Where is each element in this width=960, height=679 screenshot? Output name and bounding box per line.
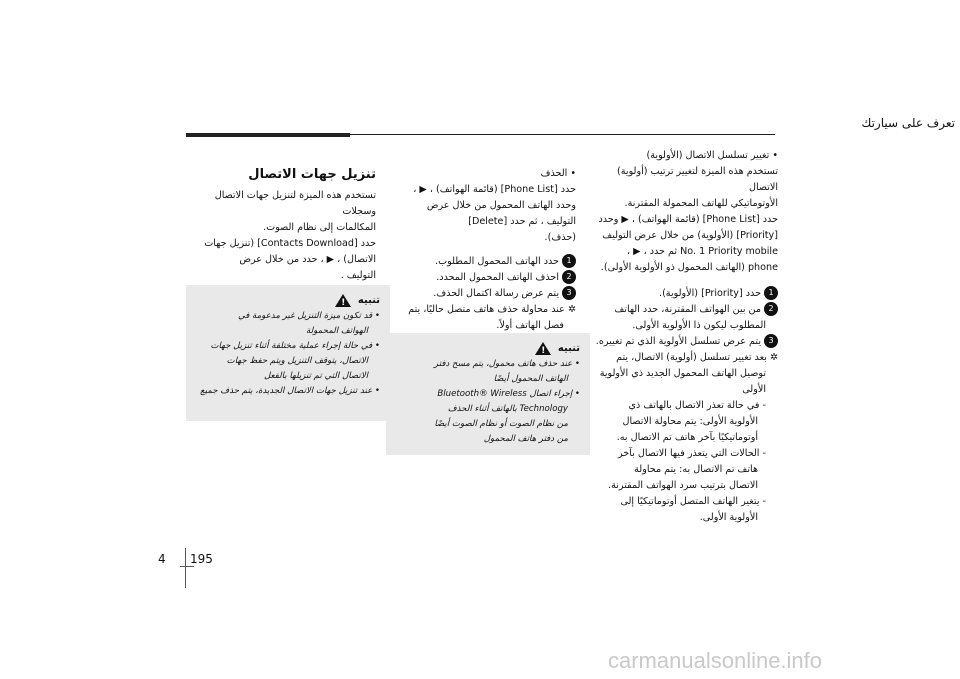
step-number: 1 bbox=[562, 254, 576, 268]
caution-title: تنبيه bbox=[557, 343, 580, 354]
caution-line: الاتصال، يتوقف التنزيل ويتم حفظ جهات bbox=[226, 356, 368, 366]
tip-star-icon: ✲ bbox=[567, 304, 576, 315]
caution-line: • عند تنزيل جهات الاتصال الجديدة، يتم حذف جميع bbox=[200, 386, 380, 396]
delete-line: (حذف). bbox=[544, 232, 576, 243]
contacts-line: الاتصال) ، ▶ ، حدد من خلال عرض bbox=[239, 254, 376, 265]
caution-line: من دفتر هاتف المحمول bbox=[483, 434, 568, 444]
warning-icon bbox=[335, 294, 351, 307]
subnote: الاتصال بترتيب سرد الهواتف المقترنة. bbox=[608, 480, 758, 491]
contacts-line: حدد [Contacts Download] (تنزيل جهات bbox=[204, 238, 376, 249]
subnote: الأولوية الأولى. bbox=[699, 512, 758, 523]
caution-line: الاتصال التي تم تنزيلها بالفعل bbox=[264, 371, 368, 381]
subnote: - في حالة تعذر الاتصال بالهاتف ذي bbox=[628, 400, 766, 411]
priority-tip: ✲ بعد تغيير تسلسل (أولوية) الاتصال، يتم bbox=[616, 352, 778, 363]
caution-line: Technology بالهاتف أثناء الحذف bbox=[447, 404, 568, 414]
header-rule-thick bbox=[186, 133, 350, 137]
chapter-number: 4 bbox=[158, 552, 166, 566]
middle-column bbox=[386, 166, 576, 334]
footer-divider bbox=[185, 548, 186, 588]
delete-line: وحدد الهاتف المحمول من خلال عرض bbox=[426, 200, 576, 211]
priority-step-cont: المطلوب ليكون ذا الأولوية الأولى. bbox=[632, 320, 766, 331]
contacts-line: المكالمات إلى نظام الصوت. bbox=[263, 222, 376, 233]
delete-line: حدد [Phone List] (قائمة الهواتف) ، ▶ ، bbox=[413, 184, 576, 195]
caution-line: الهاتف المحمول أيضًا bbox=[493, 374, 568, 384]
caution-line: الهواتف المحمولة bbox=[306, 326, 368, 336]
caution-line: من نظام الصوت أو نظام الصوت أيضًا bbox=[434, 419, 568, 429]
step-number: 3 bbox=[764, 334, 778, 348]
delete-step: 3يتم عرض رسالة اكتمال الحذف. bbox=[386, 286, 576, 302]
step-number: 3 bbox=[562, 286, 576, 300]
watermark: carmanualsonline.info bbox=[608, 648, 823, 673]
contacts-line: تستخدم هذه الميزة لتنزيل جهات الاتصال وسجلات bbox=[214, 190, 376, 217]
delete-line: التوليف ، ثم حدد [Delete] bbox=[468, 216, 576, 227]
subnote: أوتوماتيكيًا بآخر هاتف تم الاتصال به. bbox=[616, 432, 758, 443]
left-column bbox=[186, 166, 376, 284]
caution-line: • قد تكون ميزة التنزيل غير مدعومة في bbox=[238, 311, 380, 321]
footer-tick bbox=[180, 566, 194, 567]
delete-step: 1حدد الهاتف المحمول المطلوب. bbox=[386, 254, 576, 270]
priority-heading: • تغيير تسلسل الاتصال (الأولوية) bbox=[588, 148, 778, 164]
subnote: الأولوية الأولى: يتم محاولة الاتصال bbox=[622, 416, 758, 427]
step-number: 2 bbox=[764, 302, 778, 316]
subnote: هاتف تم الاتصال به: يتم محاولة bbox=[634, 464, 758, 475]
delete-tip-cont: فصل الهاتف أولاً. bbox=[496, 320, 564, 331]
priority-line: phone (الهاتف المحمول ذو الأولوية الأولى). bbox=[600, 262, 778, 273]
contacts-download-heading: تنزيل جهات الاتصال bbox=[248, 167, 376, 182]
priority-step: 1حدد [Priority] (الأولوية). bbox=[588, 286, 778, 302]
delete-tip: ✲ عند محاولة حذف هاتف متصل حاليًا، يتم bbox=[408, 304, 576, 315]
page-header-title: تعرف على سيارتك bbox=[861, 116, 955, 130]
priority-line: No. 1 Priority mobile ثم حدد ، ▶ ، bbox=[627, 246, 778, 257]
priority-line: [Priority] (الأولوية) من خلال عرض التوليف bbox=[602, 230, 778, 241]
tip-star-icon: ✲ bbox=[769, 352, 778, 363]
priority-tip-cont: توصيل الهاتف المحمول الجديد ذي الأولوية bbox=[599, 368, 766, 379]
header-rule-thin bbox=[350, 134, 775, 135]
subnote: - يتغير الهاتف المتصل أوتوماتيكيًا إلى bbox=[620, 496, 766, 507]
right-column bbox=[588, 148, 778, 526]
priority-tip-cont: الأولى bbox=[742, 384, 766, 395]
priority-line: حدد [Phone List] (قائمة الهواتف) ، ▶ وحدد bbox=[598, 214, 778, 225]
priority-step: 3يتم عرض تسلسل الأولوية الذي تم تغييره. bbox=[588, 334, 778, 350]
contacts-caution-box bbox=[186, 285, 390, 421]
priority-line: تستخدم هذه الميزة لتغيير ترتيب (أولوية) الاتصال bbox=[617, 166, 778, 193]
delete-step: 2احذف الهاتف المحمول المحدد. bbox=[386, 270, 576, 286]
delete-caution-box bbox=[386, 333, 590, 455]
warning-icon bbox=[535, 342, 551, 355]
step-number: 1 bbox=[764, 286, 778, 300]
delete-heading: • الحذف bbox=[386, 166, 576, 182]
subnote: - الحالات التي يتعذر فيها الاتصال بآخر bbox=[618, 448, 766, 459]
contacts-line: التوليف . bbox=[340, 270, 376, 281]
priority-step: 2من بين الهواتف المقترنة، حدد الهاتف bbox=[588, 302, 778, 318]
caution-line: • إجراء اتصال Bluetooth® Wireless bbox=[437, 389, 580, 399]
caution-line: • عند حذف هاتف محمول، يتم مسح دفتر bbox=[434, 359, 580, 369]
caution-line: • في حالة إجراء عملية مختلفة أثناء تنزيل جهات bbox=[210, 341, 380, 351]
step-number: 2 bbox=[562, 270, 576, 284]
caution-title: تنبيه bbox=[357, 295, 380, 306]
page-number: 195 bbox=[190, 552, 213, 566]
priority-line: الأوتوماتيكي للهاتف المحمولة المقترنة. bbox=[624, 198, 778, 209]
